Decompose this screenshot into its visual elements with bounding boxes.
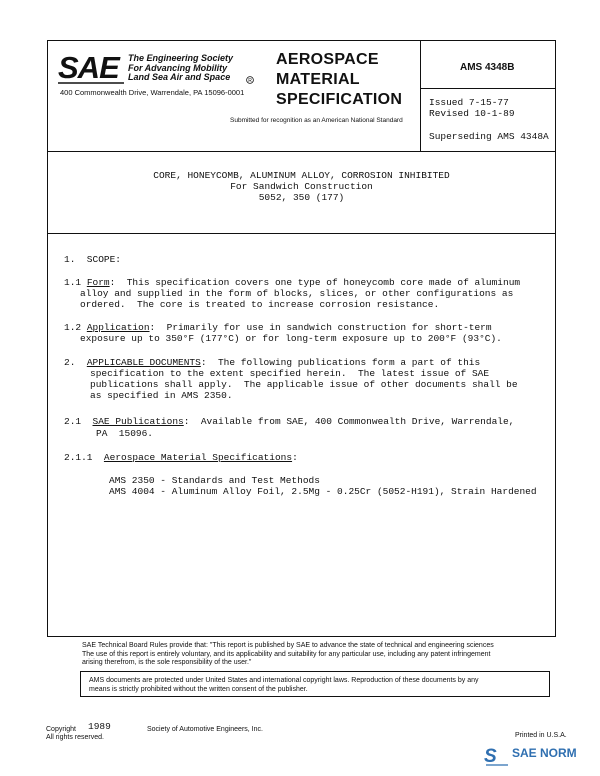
technical-board-rules-notice	[82, 642, 552, 668]
section-number: 2.	[64, 357, 87, 368]
notice-line: The use of this report is entirely voluntary, and its applicability and suitability for any particular use, including any patent infringement	[82, 650, 491, 658]
document-type-title	[276, 50, 402, 110]
document-number: AMS 4348B	[460, 62, 515, 73]
svg-text:S: S	[484, 746, 497, 767]
copyright-protection-notice	[80, 671, 550, 697]
section-number: 1.2	[64, 322, 87, 333]
sae-logo-text: SAE	[58, 50, 119, 84]
sae-norm-brand: SAE NORM	[512, 746, 577, 760]
org-name	[128, 54, 233, 83]
reference-item: AMS 4004 - Aluminum Alloy Foil, 2.5Mg - 0.25Cr (5052-H191), Strain Hardened	[109, 486, 537, 497]
org-line: Land Sea Air and Space	[128, 72, 231, 82]
section-1-2	[64, 322, 492, 333]
registered-mark-icon	[246, 76, 254, 84]
reference-item: AMS 2350 - Standards and Test Methods	[109, 475, 320, 486]
paragraph-line: PA 15096.	[96, 428, 154, 439]
org-address: 400 Commonwealth Drive, Warrendale, PA 15096-0001	[60, 88, 245, 97]
docno-divider	[420, 88, 556, 89]
paragraph-line: publications shall apply. The applicable issue of other documents shall be	[90, 379, 518, 390]
header-divider	[47, 151, 556, 152]
section-2-1	[64, 416, 514, 427]
printed-location: Printed in U.S.A.	[515, 732, 567, 739]
paragraph-line: specification to the extent specified herein. The latest issue of SAE	[90, 368, 490, 379]
paragraph-line: : This specification covers one type of honeycomb core made of aluminum	[109, 277, 521, 288]
section-number: 2.1.1	[64, 452, 104, 463]
sae-norm-logo-icon	[484, 742, 510, 768]
section-scope-heading: 1. SCOPE:	[64, 254, 122, 265]
recognition-note: Submitted for recognition as an American National Standard	[230, 117, 403, 124]
notice-line: SAE Technical Board Rules provide that: "This report is published by SAE to advance the state of technical and engineering sciences	[82, 642, 494, 649]
title-line: AEROSPACE	[276, 51, 379, 68]
section-heading: Aerospace Material Specifications	[103, 452, 293, 463]
section-1-1	[64, 277, 520, 288]
paragraph-line: exposure up to 350°F (177°C) or for long-term exposure up to 200°F (93°C).	[80, 333, 502, 344]
section-heading: APPLICABLE DOCUMENTS	[86, 357, 201, 368]
section-heading: Application	[86, 322, 150, 333]
header-vertical-rule	[420, 40, 421, 151]
title-line: SPECIFICATION	[276, 91, 403, 108]
subject-line: 5052, 350 (177)	[258, 192, 345, 203]
notice-line: AMS documents are protected under United States and international copyright laws. Reproduction of these documents by any	[89, 677, 479, 684]
rights-reserved: All rights reserved.	[46, 734, 104, 741]
subject-divider	[47, 233, 556, 234]
title-line: MATERIAL	[276, 71, 360, 88]
section-2	[64, 357, 480, 368]
paragraph-line: : The following publications form a part of this	[200, 357, 481, 368]
section-number: 2.1	[64, 416, 93, 427]
subject-line: CORE, HONEYCOMB, ALUMINUM ALLOY, CORROSION INHIBITED	[153, 170, 450, 181]
section-2-1-1	[64, 452, 298, 463]
subject-line: For Sandwich Construction	[230, 181, 373, 192]
paragraph-line: : Primarily for use in sandwich construction for short-term	[149, 322, 492, 333]
issued-date: Issued 7-15-77	[429, 97, 509, 108]
section-heading: Form	[86, 277, 110, 288]
section-heading: SAE Publications	[92, 416, 184, 427]
svg-text:R: R	[248, 78, 252, 84]
org-line: The Engineering Society	[128, 53, 234, 63]
publisher-name: Society of Automotive Engineers, Inc.	[147, 726, 263, 733]
notice-line: means is strictly prohibited without the written consent of the publisher.	[89, 685, 308, 693]
section-number: 1.1	[64, 277, 87, 288]
superseding-note: Superseding AMS 4348A	[429, 131, 549, 142]
section-colon: :	[292, 452, 298, 463]
paragraph-line: alloy and supplied in the form of blocks, slices, or other configurations as	[80, 288, 514, 299]
paragraph-line: : Available from SAE, 400 Commonwealth Drive, Warrendale,	[183, 416, 515, 427]
paragraph-line: ordered. The core is treated to increase corrosion resistance.	[80, 299, 440, 310]
paragraph-line: as specified in AMS 2350.	[90, 390, 233, 401]
copyright-label: Copyright	[46, 726, 76, 733]
org-line: For Advancing Mobility	[128, 62, 228, 73]
copyright-year: 1989	[88, 721, 111, 732]
notice-line: arising therefrom, is the sole responsibility of the user."	[82, 659, 252, 666]
sae-logo	[58, 50, 128, 84]
revised-date: Revised 10-1-89	[429, 108, 515, 119]
